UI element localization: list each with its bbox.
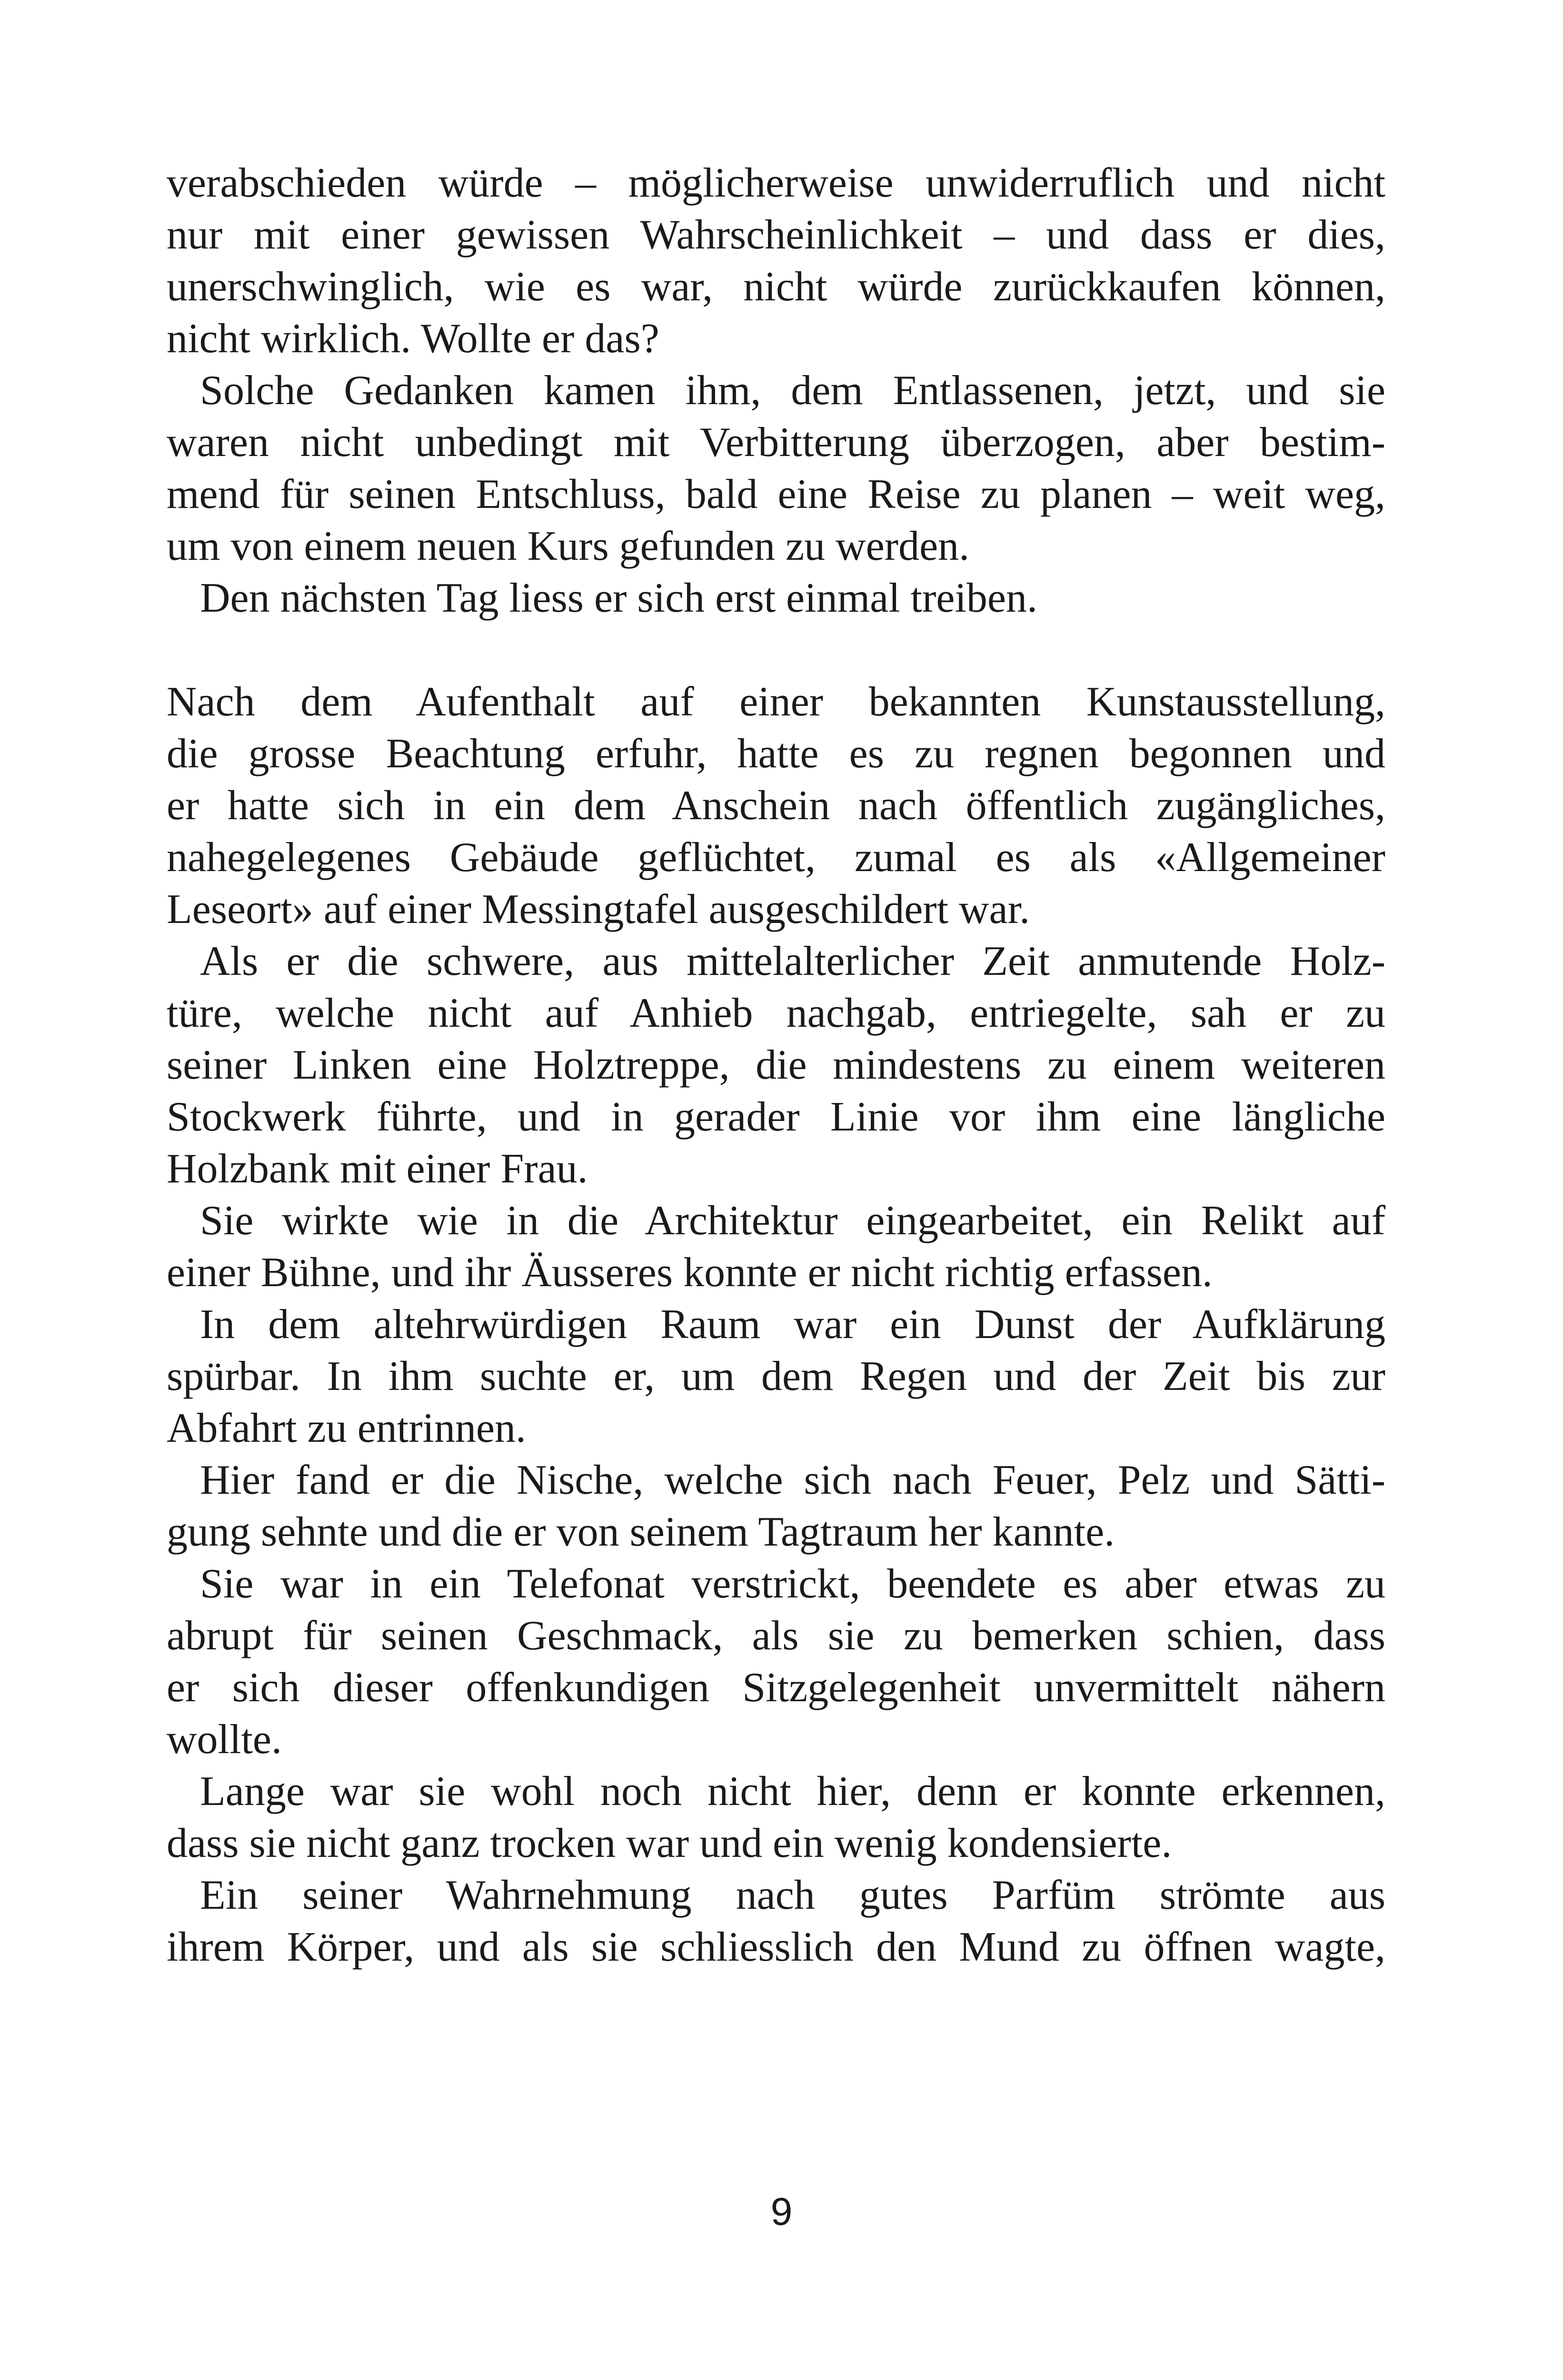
paragraph (167, 1454, 1385, 1558)
paragraph (167, 365, 1385, 572)
text-line: Den nächsten Tag liess er sich erst einmal treiben. (200, 575, 1037, 621)
paragraph (167, 1869, 1385, 1973)
paragraph (167, 1195, 1385, 1299)
paragraph (167, 935, 1385, 1195)
text-line: nur mit einer gewissen Wahrscheinlichkeit – und dass er dies, (167, 212, 1385, 258)
text-line: seiner Linken eine Holztreppe, die mindestens zu einem weiteren (167, 1042, 1385, 1088)
text-line: waren nicht unbedingt mit Verbitterung überzogen, aber bestim- (167, 419, 1385, 466)
text-line: wollte. (167, 1716, 282, 1763)
text-line: Sie wirkte wie in die Architektur eingearbeitet, ein Relikt auf (200, 1198, 1385, 1244)
text-line: spürbar. In ihm suchte er, um dem Regen und der Zeit bis zur (167, 1353, 1385, 1399)
text-line: Ein seiner Wahrnehmung nach gutes Parfüm strömte aus (200, 1872, 1385, 1918)
text-line: er sich dieser offenkundigen Sitzgelegenheit unvermittelt nähern (167, 1665, 1385, 1711)
paragraph (167, 572, 1385, 624)
text-line: verabschieden würde – möglicherweise unwiderruflich und nicht (167, 160, 1385, 206)
text-line: Sie war in ein Telefonat verstrickt, beendete es aber etwas zu (200, 1561, 1385, 1607)
text-line: unerschwinglich, wie es war, nicht würde zurückkaufen können, (167, 264, 1385, 310)
text-line: Solche Gedanken kamen ihm, dem Entlassenen, jetzt, und sie (200, 367, 1385, 414)
text-line: mend für seinen Entschluss, bald eine Reise zu planen – weit weg, (167, 471, 1385, 517)
text-line: Als er die schwere, aus mittelalterlicher Zeit anmutende Holz- (200, 938, 1385, 984)
text-line: Nach dem Aufenthalt auf einer bekannten Kunstausstellung, (167, 679, 1385, 725)
paragraph (167, 1299, 1385, 1454)
text-line: dass sie nicht ganz trocken war und ein wenig kondensierte. (167, 1820, 1172, 1866)
text-line: abrupt für seinen Geschmack, als sie zu bemerken schien, dass (167, 1613, 1385, 1659)
text-line: um von einem neuen Kurs gefunden zu werden. (167, 523, 970, 569)
text-line: Leseort» auf einer Messingtafel ausgeschildert war. (167, 886, 1030, 932)
text-line: einer Bühne, und ihr Äusseres konnte er nicht richtig erfassen. (167, 1250, 1213, 1296)
text-line: nahegelegenes Gebäude geflüchtet, zumal es als «Allgemeiner (167, 834, 1385, 881)
text-line: gung sehnte und die er von seinem Tagtraum her kannte. (167, 1509, 1115, 1555)
text-line: nicht wirklich. Wollte er das? (167, 316, 659, 362)
text-line: Holzbank mit einer Frau. (167, 1146, 588, 1192)
text-line: In dem altehrwürdigen Raum war ein Dunst der Aufklärung (200, 1301, 1385, 1348)
paragraph (167, 676, 1385, 935)
text-line: ihrem Körper, und als sie schliesslich den Mund zu öffnen wagte, (167, 1924, 1385, 1970)
text-line: er hatte sich in ein dem Anschein nach öffentlich zugängliches, (167, 783, 1385, 829)
body-text (167, 157, 1385, 1973)
text-line: Abfahrt zu entrinnen. (167, 1405, 527, 1451)
text-line: Lange war sie wohl noch nicht hier, denn er konnte erkennen, (200, 1768, 1385, 1815)
text-line: Hier fand er die Nische, welche sich nach Feuer, Pelz und Sätti- (200, 1457, 1385, 1503)
text-line: die grosse Beachtung erfuhr, hatte es zu regnen begonnen und (167, 731, 1385, 777)
section-break (167, 624, 1385, 676)
paragraph (167, 157, 1385, 365)
paragraph (167, 1765, 1385, 1869)
text-line: türe, welche nicht auf Anhieb nachgab, entriegelte, sah er zu (167, 990, 1385, 1036)
paragraph (167, 1558, 1385, 1765)
text-line: Stockwerk führte, und in gerader Linie vor ihm eine längliche (167, 1094, 1385, 1140)
page-number: 9 (770, 2190, 793, 2233)
